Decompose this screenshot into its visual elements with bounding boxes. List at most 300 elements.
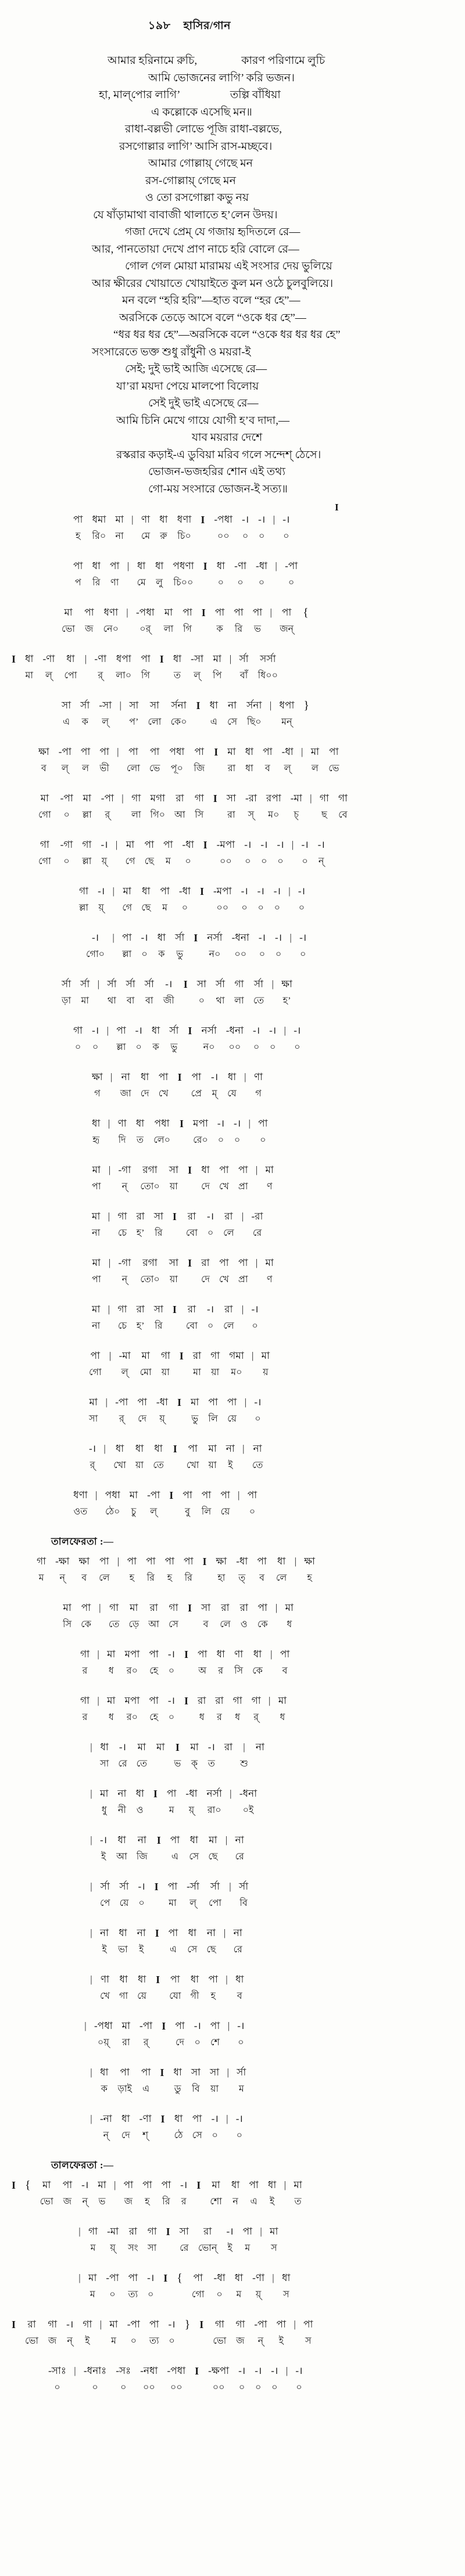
swara: I (177, 1397, 181, 1408)
swara: | (269, 1695, 271, 1706)
notation-beat (146, 791, 170, 822)
notation-beat (231, 2317, 249, 2348)
swara: গা (79, 886, 89, 897)
swara: মা (107, 1649, 116, 1660)
notation-beat (115, 1972, 133, 2003)
lyric-syllable: হ (76, 531, 81, 541)
lyric-syllable: ছ (321, 810, 327, 820)
swara: পা (258, 1118, 268, 1129)
swara: -। (298, 886, 305, 897)
beat-bar (239, 1209, 247, 1240)
swara: রপা (266, 793, 281, 804)
lyric-syllable: ল্ (121, 1368, 128, 1377)
swara: পা (238, 1257, 248, 1268)
lyric-syllable (202, 530, 204, 543)
song-lyrics-block (0, 52, 465, 498)
notation-beat (186, 652, 208, 682)
notation-beat (120, 1693, 144, 1724)
beat-bar (252, 1163, 260, 1193)
lyric-syllable: তো০ (140, 1275, 160, 1285)
lyric-syllable: চু (131, 1507, 137, 1517)
notation-beat (196, 1600, 215, 1631)
swara: র্সা (144, 978, 154, 990)
swara: ধা (137, 560, 146, 571)
swara: পা (208, 1974, 218, 1985)
lyric-syllable: হ’ (136, 1228, 145, 1238)
notation-beat (34, 837, 56, 868)
swara: পা (128, 2272, 138, 2283)
swara: ধা (135, 1118, 145, 1129)
lyric-line: আমার গোল্লায়্ গেছে মন (148, 157, 253, 170)
notation-beat (166, 698, 191, 729)
notation-beat (20, 2317, 43, 2348)
lyric-syllable: ন্ (121, 1182, 128, 1192)
notation-beat (131, 1302, 149, 1333)
notation-beat (77, 837, 96, 868)
lyric-syllable: ন্ (257, 2336, 264, 2346)
notation-beat (164, 1600, 183, 1631)
swara: মা (107, 1695, 116, 1706)
swara: | (288, 886, 291, 897)
notation-beat (230, 1647, 248, 1678)
beat-bar (87, 1833, 95, 1863)
taal-bar (199, 559, 212, 589)
lyric-syllable: ত (136, 1135, 144, 1145)
swara: I (199, 886, 204, 897)
lyric-syllable (188, 1181, 191, 1193)
notation-beat (113, 1209, 131, 1240)
notation-beat (253, 512, 270, 543)
swara: -। (211, 2113, 219, 2124)
swara: -। (237, 2020, 245, 2031)
swara: সা (210, 2067, 220, 2078)
swara: রা (149, 1602, 158, 1613)
swara: মপা (124, 1695, 140, 1706)
lyric-syllable: ভো (25, 2336, 39, 2346)
notation-beat (289, 2178, 306, 2208)
swara: -ণা (234, 560, 246, 571)
lyric-syllable: লু (156, 578, 163, 588)
lyric-syllable (229, 670, 231, 682)
notation-beat (252, 1554, 271, 1585)
swara: | (90, 1974, 92, 1985)
lyric-syllable: ভো (40, 2197, 53, 2207)
lyric-syllable: জ (124, 2197, 133, 2207)
lyric-syllable: ভো (213, 2336, 227, 2346)
swara: -সা (191, 653, 203, 664)
lyric-syllable: গী (190, 1991, 199, 2001)
swara: -। (260, 839, 268, 850)
swara: পা (146, 1556, 156, 1567)
notation-beat (149, 1209, 168, 1240)
lyric-syllable (78, 2242, 81, 2255)
lyric-syllable: প’ (129, 717, 139, 727)
notation-beat (135, 1348, 156, 1379)
swara: -। (89, 1443, 96, 1454)
lyric-syllable: ধা (245, 764, 253, 773)
lyric-syllable (174, 1459, 176, 1472)
lyric-syllable (119, 716, 121, 729)
swara: রা (187, 1211, 196, 1222)
swara: ধা (173, 653, 182, 664)
swara: র্সা (210, 1881, 220, 1892)
swara: -। (138, 1881, 145, 1892)
beat-bar (81, 652, 90, 682)
lyric-syllable: ল্ (150, 1507, 158, 1517)
lyric-syllable: গ (255, 1089, 262, 1099)
notation-beat (187, 1070, 206, 1100)
lyric-syllable: ন্ (59, 1573, 66, 1583)
lyric-line: গোল গেল মোয়া মারাময় এই সংসার দেয় ভুলিয়ে (125, 260, 332, 272)
swara: | (119, 700, 121, 711)
lyric-syllable (198, 2196, 200, 2208)
swara: গা (40, 839, 49, 850)
notation-beat (84, 1348, 106, 1379)
notation-beat (209, 512, 237, 543)
swara: ক্ষা (281, 978, 292, 990)
beat-bar (224, 2065, 232, 2096)
lyric-syllable (74, 2381, 76, 2394)
notation-beat (234, 652, 253, 682)
lyric-syllable: হ’ (136, 1321, 145, 1331)
swara: -। (282, 514, 290, 525)
swara: I (183, 978, 188, 990)
notation-beat (209, 884, 237, 915)
lyric-syllable (289, 948, 292, 961)
notation-beat (241, 744, 258, 775)
notation-beat (153, 930, 170, 961)
notation-beat (164, 744, 189, 775)
beat-bar (87, 1786, 95, 1817)
notation-beat (79, 2363, 111, 2394)
notation-beat (76, 744, 95, 775)
lyric-syllable: ত্ (238, 1573, 246, 1583)
swara: | (108, 1304, 110, 1315)
lyric-line: “ধর ধর ধর হে”—অরসিকে বলে “ওকে ধর ধর ধর হে” (113, 329, 341, 341)
lyric-syllable (189, 1041, 191, 1054)
swara: -পা (285, 560, 298, 571)
swara: | (238, 1490, 240, 1501)
swara: পা (184, 1556, 194, 1567)
lyric-syllable: ভে (149, 764, 160, 773)
notation-beat (231, 1972, 248, 2003)
notation-beat (76, 1693, 94, 1724)
lyric-syllable: ও (240, 1620, 248, 1629)
swara: | (103, 1443, 106, 1454)
lyric-syllable (230, 1804, 232, 1817)
swara: সা (226, 793, 236, 804)
notation-beat (149, 1116, 175, 1147)
lyric-syllable: শ্ (142, 2131, 149, 2140)
lyric-syllable: লি (201, 1507, 212, 1517)
swara: -। (194, 2020, 201, 2031)
beat-bar (245, 1116, 253, 1147)
swara: গা (235, 2319, 245, 2330)
notation-beat (164, 1972, 185, 2003)
swara: | (285, 2365, 288, 2376)
lyric-syllable: ০ (296, 2383, 302, 2392)
notation-line (44, 2363, 465, 2394)
notation-beat (182, 1441, 204, 1472)
notation-beat (219, 1209, 238, 1240)
notation-beat (54, 744, 76, 775)
swara: -নধা (140, 2365, 158, 2376)
lyric-syllable: জ (48, 2336, 57, 2346)
lyric-syllable (269, 716, 271, 729)
lyric-syllable: এ (63, 717, 70, 727)
lyric-syllable: ০০ (142, 2383, 155, 2392)
swara: -। (317, 839, 325, 850)
swara: গা (147, 2226, 157, 2237)
notation-line (87, 1302, 465, 1333)
notation-beat (123, 1554, 141, 1585)
lyric-syllable: পে (100, 1898, 110, 1908)
notation-beat (256, 837, 272, 868)
notation-line (7, 652, 465, 682)
notation-beat (74, 884, 93, 915)
beat-bar (291, 2317, 299, 2348)
lyric-syllable: হে (149, 1666, 159, 1676)
lyric-syllable (97, 1665, 99, 1678)
beat-bar (87, 1879, 95, 1910)
lyric-line: আমার হরিনামে রুচি, কারণ পরিণামে লুচি (108, 55, 326, 67)
swara: -রা (245, 793, 257, 804)
lyric-line: মন বলে “হরি হরি”—হাত বলে “হর হে”— (122, 294, 301, 307)
swara: -না (100, 2113, 112, 2124)
notation-beat (159, 977, 179, 1008)
lyric-syllable: ই (269, 2197, 275, 2207)
lyric-syllable: লা (131, 810, 141, 820)
lyric-syllable: ন০ (203, 1042, 215, 1052)
notation-beat (157, 2178, 176, 2208)
beat-bar (241, 1395, 249, 1426)
swara: ধা (216, 1649, 225, 1660)
lyric-syllable: প (74, 578, 81, 588)
lyric-syllable: রি (155, 1228, 163, 1238)
notation-beat (152, 1740, 169, 1771)
lyric-syllable (109, 1366, 112, 1379)
section-title: হাসির/গান (183, 20, 231, 32)
swara: ধণা (177, 514, 192, 525)
taal-bar (155, 2065, 169, 2096)
lyric-syllable: য়ে (227, 1414, 237, 1424)
swara: মা (164, 607, 173, 618)
swaralipi-notation-block (0, 512, 465, 2410)
notation-beat (113, 1926, 133, 1956)
notation-beat (244, 2178, 263, 2208)
lyric-syllable: ০ (253, 1042, 260, 1052)
swara: | (109, 1350, 112, 1361)
swara: সা (169, 1164, 178, 1175)
swara: মা (126, 839, 135, 850)
swara: | (97, 1649, 99, 1660)
lyric-syllable: না (92, 1321, 101, 1331)
notation-line (34, 791, 465, 822)
swara: | (226, 2113, 228, 2124)
lyric-syllable: পি (213, 671, 222, 681)
notation-beat (270, 930, 287, 961)
swara: -সঃ (116, 2365, 131, 2376)
beat-bar (87, 2111, 95, 2142)
notation-beat (212, 559, 230, 589)
swara: র্সনা (246, 700, 262, 711)
lyric-syllable: ন্ (82, 2197, 88, 2207)
lyric-syllable: ০ (216, 2290, 223, 2300)
swara: I (202, 1556, 207, 1567)
swara: রগা (142, 1164, 158, 1175)
lyric-syllable: ই (139, 1945, 144, 1955)
notation-line (84, 1348, 465, 1379)
lyric-syllable (271, 995, 274, 1008)
lyric-syllable: গো (191, 2290, 205, 2300)
swara: গা (319, 793, 329, 804)
notation-beat (163, 1879, 182, 1910)
lyric-syllable: তে (153, 1460, 164, 1470)
notation-beat (87, 1070, 108, 1100)
lyric-syllable (248, 1134, 251, 1147)
swara: | (108, 1211, 110, 1222)
swara: ধা (155, 560, 164, 571)
notation-beat (214, 1255, 234, 1286)
notation-beat (74, 1554, 94, 1585)
beat-bar (285, 884, 294, 915)
notation-beat (145, 2317, 164, 2348)
notation-line (34, 744, 465, 775)
notation-beat (112, 1833, 132, 1863)
lyric-syllable: এ (250, 2197, 257, 2207)
lyric-syllable: দে (138, 1414, 147, 1424)
notation-beat (196, 1255, 214, 1286)
notation-beat (76, 1647, 94, 1678)
lyric-syllable: কে (81, 1620, 91, 1629)
lyric-syllable: ত্য (149, 2336, 159, 2346)
swara: গা (210, 1350, 220, 1361)
lyric-line: ও তো রসগোল্লা কভু নয় (145, 192, 249, 204)
notation-beat (243, 1488, 262, 1519)
swara: I (153, 1788, 158, 1800)
swara: পা (122, 932, 132, 943)
notation-beat (87, 1116, 105, 1147)
beat-bar (96, 1600, 104, 1631)
notation-line (87, 1255, 465, 1286)
notation-beat (87, 559, 105, 589)
swara: রা (224, 1211, 233, 1222)
lyric-syllable (180, 1134, 183, 1147)
swara: পা (80, 746, 91, 757)
lyric-syllable (244, 1413, 246, 1426)
notation-beat (204, 1879, 226, 1910)
swara: মা (98, 2179, 106, 2190)
notation-beat (224, 1348, 249, 1379)
notation-beat (123, 2224, 142, 2255)
swara: I (169, 1490, 174, 1501)
lyric-syllable (90, 2129, 92, 2142)
lyric-syllable: রু (160, 531, 167, 541)
beat-bar (124, 559, 132, 589)
lyric-syllable (112, 902, 115, 915)
lyric-syllable: স্ (248, 810, 255, 820)
swara: -। (295, 2365, 303, 2376)
notation-beat (222, 791, 241, 822)
lyric-syllable: লো (126, 764, 140, 773)
lyric-syllable (270, 623, 272, 636)
swara: -পা (60, 793, 73, 804)
lyric-syllable: এ (210, 717, 217, 727)
lyric-syllable: র্ (98, 671, 103, 681)
swara: ধা (216, 560, 226, 571)
notation-beat (117, 2019, 135, 2049)
beat-bar (239, 1441, 248, 1472)
lyric-syllable: ০ (271, 2383, 278, 2392)
notation-beat (69, 1023, 87, 1054)
lyric-syllable (238, 1506, 240, 1519)
swara: | (244, 1071, 246, 1082)
swara: মা (227, 746, 236, 757)
notation-beat (32, 1554, 51, 1585)
notation-beat (155, 884, 174, 915)
swara: পা (168, 1927, 178, 1938)
notation-beat (196, 1163, 214, 1193)
swara: I (12, 2179, 16, 2191)
swara: পধা (154, 1118, 170, 1129)
swara: I (12, 653, 16, 665)
lyric-syllable: ধ (235, 1712, 241, 1722)
notation-beat (62, 2317, 78, 2348)
notation-beat (202, 1209, 219, 1240)
swara: রা (224, 1304, 233, 1315)
notation-beat (166, 1833, 184, 1863)
beat-bar (123, 605, 131, 636)
swara: | (242, 1443, 245, 1454)
notation-beat (253, 1116, 272, 1147)
lyric-syllable: ই (102, 1945, 107, 1955)
swara: | (117, 746, 119, 757)
swara: না (253, 1443, 262, 1454)
notation-beat (253, 652, 282, 682)
notation-beat (196, 1023, 221, 1054)
lyric-syllable (159, 1758, 162, 1771)
beat-bar (101, 1441, 109, 1472)
lyric-syllable: র (82, 1712, 88, 1722)
lyric-syllable: ০ (259, 531, 265, 541)
lyric-syllable (227, 2083, 229, 2096)
beat-bar (71, 2363, 79, 2394)
notation-beat (185, 1740, 203, 1771)
lyric-syllable: ল্লা (122, 949, 132, 959)
notation-beat (147, 1023, 164, 1054)
lyric-syllable (305, 623, 307, 636)
notation-beat (181, 1302, 202, 1333)
lyric-syllable (285, 2381, 288, 2394)
swara: | (270, 607, 272, 618)
notation-beat (181, 1209, 202, 1240)
swara: | (110, 1071, 113, 1082)
notation-line (87, 1116, 465, 1147)
lyric-syllable: ম (238, 2084, 244, 2094)
notation-beat (113, 1116, 131, 1147)
lyric-syllable (305, 716, 307, 729)
notation-beat (272, 837, 288, 868)
lyric-syllable: ড়া (62, 996, 71, 1006)
notation-beat (233, 2019, 249, 2049)
lyric-syllable: স (282, 2290, 289, 2300)
swara: ধপা (116, 653, 131, 664)
taal-bar (164, 1488, 178, 1519)
lyric-syllable (117, 762, 119, 775)
lyric-syllable: ছে (144, 857, 154, 866)
notation-beat (131, 1023, 147, 1054)
lyric-syllable: ল্লা (116, 1042, 126, 1052)
